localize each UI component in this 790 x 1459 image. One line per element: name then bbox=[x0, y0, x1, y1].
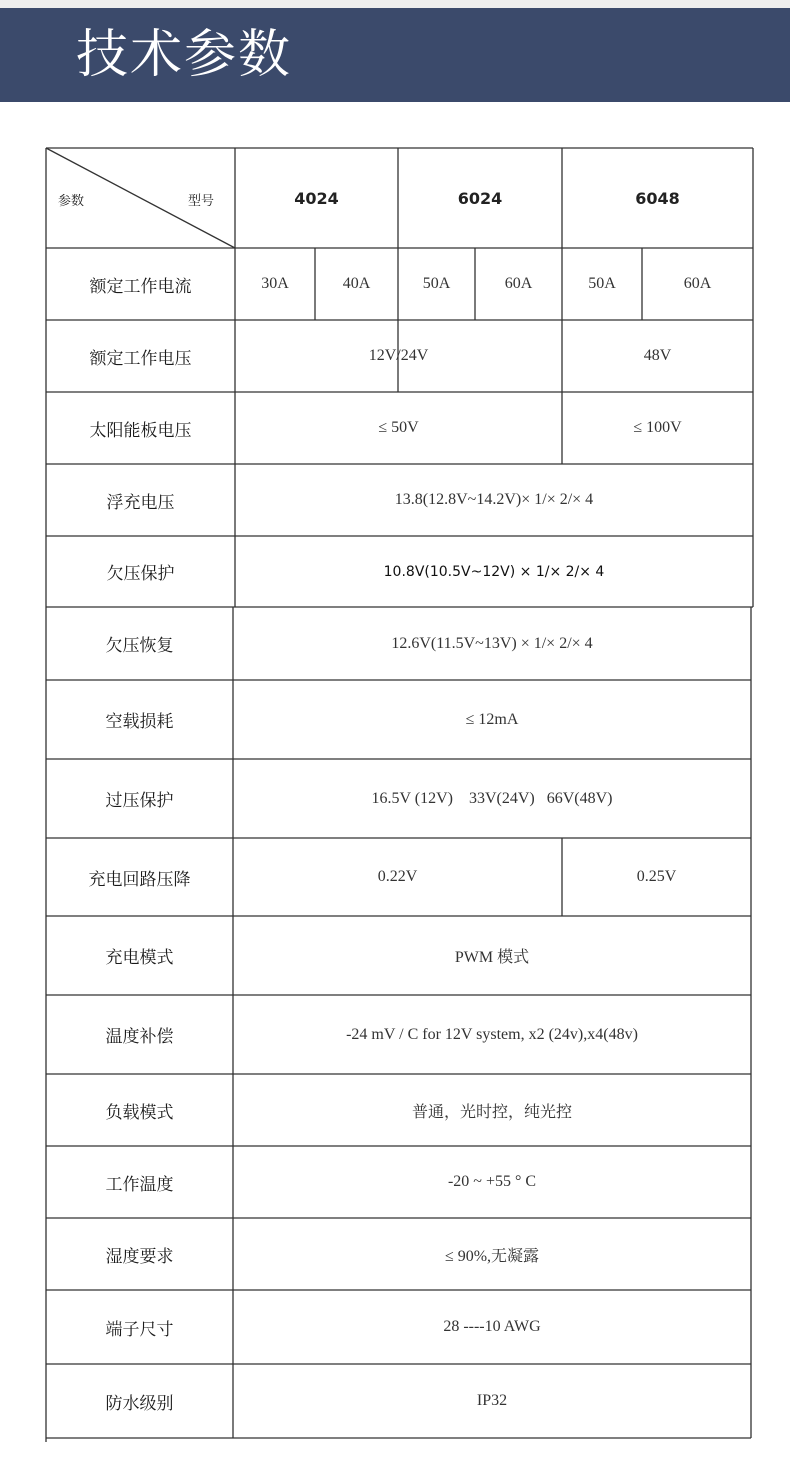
row-label-noload: 空载损耗 bbox=[105, 712, 174, 732]
row-label-overvolt: 过压保护 bbox=[105, 791, 174, 811]
loadmode-value: 普通，光时控，纯光控 bbox=[411, 1103, 572, 1121]
voltage-value-48: 48V bbox=[643, 347, 672, 364]
row-label-undervolt: 欠压保护 bbox=[106, 564, 175, 584]
row-label-drop: 充电回路压降 bbox=[88, 869, 191, 890]
corner-model-label: 型号 bbox=[188, 194, 215, 209]
model-4024: 4024 bbox=[294, 188, 339, 208]
drop-value-low: 0.22V bbox=[377, 868, 418, 885]
row-label-recover: 欠压恢复 bbox=[105, 636, 174, 656]
row-label-waterproof: 防水级别 bbox=[105, 1393, 174, 1414]
current-value: 50A bbox=[422, 275, 451, 292]
float-value: 13.8(12.8V~14.2V)× 1/× 2/× 4 bbox=[394, 491, 594, 508]
model-6024: 6024 bbox=[457, 188, 503, 208]
recover-value: 12.6V(11.5V~13V) × 1/× 2/× 4 bbox=[391, 634, 593, 652]
row-label-current: 额定工作电流 bbox=[89, 276, 192, 297]
humidity-value: ≤ 90%,无凝露 bbox=[444, 1247, 540, 1265]
current-value: 50A bbox=[588, 275, 616, 292]
undervolt-value: 10.8V(10.5V~12V) × 1/× 2/× 4 bbox=[383, 563, 605, 580]
waterproof-value: IP32 bbox=[476, 1392, 508, 1409]
noload-value: ≤ 12mA bbox=[465, 710, 519, 728]
row-label-chargemode: 充电模式 bbox=[105, 948, 174, 968]
tempcomp-value: -24 mV / C for 12V system, x2 (24v),x4(48v) bbox=[346, 1025, 638, 1043]
model-6048: 6048 bbox=[635, 188, 680, 208]
row-label-float: 浮充电压 bbox=[106, 492, 175, 513]
chargemode-value: PWM 模式 bbox=[454, 949, 530, 966]
row-label-loadmode: 负载模式 bbox=[105, 1102, 174, 1123]
terminal-value: 28 ----10 AWG bbox=[443, 1318, 541, 1335]
voltage-value-12-24: 12V/24V bbox=[368, 347, 429, 364]
current-value: 30A bbox=[261, 275, 289, 292]
overvolt-value: 16.5V (12V) 33V(24V) 66V(48V) bbox=[371, 789, 613, 807]
corner-param-label: 参数 bbox=[58, 194, 85, 209]
row-label-terminal: 端子尺寸 bbox=[105, 1319, 174, 1340]
solar-value-low: ≤ 50V bbox=[378, 419, 419, 436]
worktemp-value: -20 ~ +55 ° C bbox=[447, 1173, 537, 1190]
current-value: 60A bbox=[683, 275, 712, 292]
row-label-tempcomp: 温度补偿 bbox=[105, 1027, 174, 1047]
current-value: 60A bbox=[504, 275, 533, 292]
row-label-humidity: 湿度要求 bbox=[105, 1246, 174, 1267]
solar-value-high: ≤ 100V bbox=[633, 419, 682, 436]
drop-value-high: 0.25V bbox=[636, 868, 677, 885]
row-label-worktemp: 工作温度 bbox=[105, 1174, 174, 1195]
current-value: 40A bbox=[342, 275, 371, 292]
row-label-solar: 太阳能板电压 bbox=[89, 420, 192, 441]
row-label-voltage: 额定工作电压 bbox=[89, 348, 192, 369]
page-title: 技术参数 bbox=[76, 25, 293, 85]
